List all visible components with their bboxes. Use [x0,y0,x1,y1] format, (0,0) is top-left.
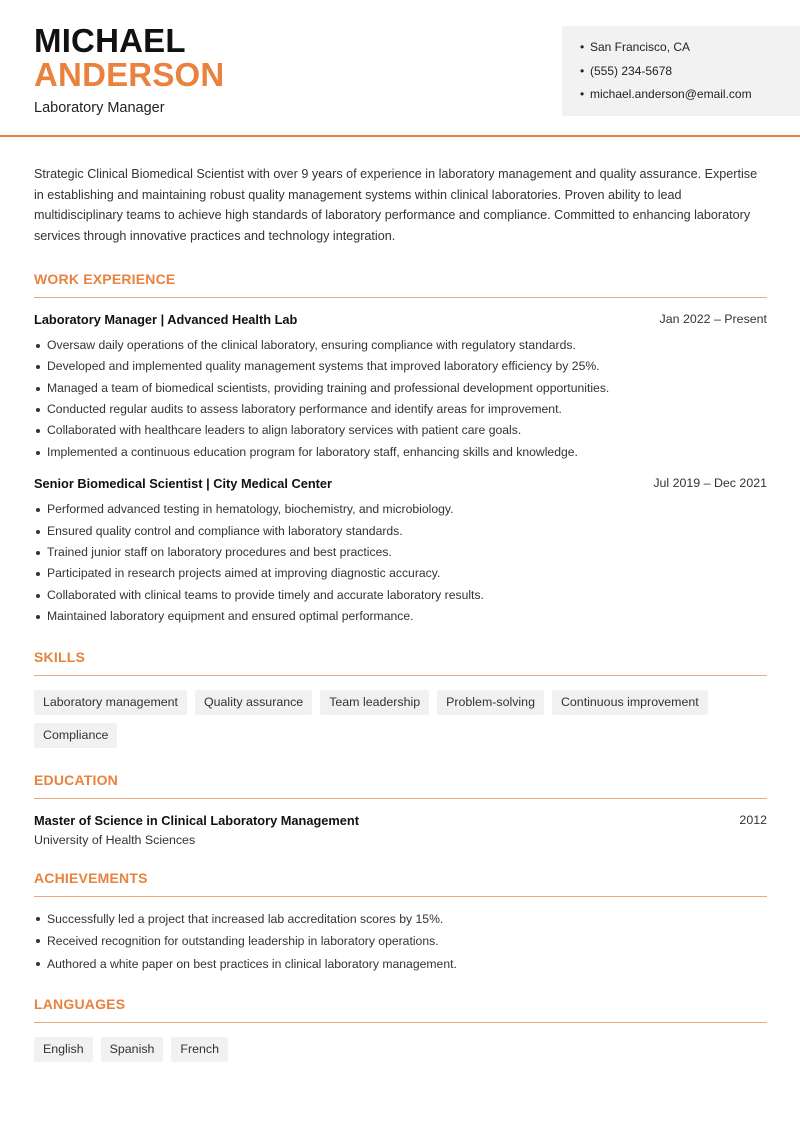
skills-section [34,649,767,748]
job-bullets [34,335,767,463]
list-item: Collaborated with healthcare leaders to align laboratory services with patient care goals. [34,420,767,441]
skills-list [34,690,767,748]
school-name: University of Health Sciences [34,832,196,847]
full-name [34,24,224,92]
job-role: Senior Biomedical Scientist | City Medical Center [34,476,332,492]
languages-section [34,996,767,1062]
degree: Master of Science in Clinical Laboratory Management [34,812,359,828]
list-item: Authored a white paper on best practices in clinical laboratory management. [34,953,767,976]
skill-chip: Compliance [34,723,117,748]
skill-chip: Laboratory management [34,690,187,715]
education-section [34,772,767,847]
job-entry [34,476,767,627]
job-date: Jul 2019 – Dec 2021 [653,476,767,491]
job-bullets [34,499,767,627]
bullet-icon: • [580,40,585,54]
section-title: SKILLS [34,649,767,676]
bullet-icon: • [580,63,585,78]
list-item: Implemented a continuous education program for laboratory staff, enhancing skills and knowledge. [34,442,767,463]
contact-email[interactable]: • michael.anderson@email.com [580,87,800,111]
list-item: Developed and implemented quality management systems that improved laboratory efficiency by 25%. [34,356,767,377]
list-item: Trained junior staff on laboratory procedures and best practices. [34,542,767,563]
language-chip: Spanish [101,1037,164,1062]
list-item: Conducted regular audits to assess laboratory performance and identify areas for improvement. [34,399,767,420]
resume-body [34,164,767,1062]
skill-chip: Continuous improvement [552,690,708,715]
section-title: WORK EXPERIENCE [34,271,767,298]
skill-chip: Quality assurance [195,690,312,715]
work-experience-section [34,271,767,628]
first-name: MICHAEL [34,22,186,59]
list-item: Participated in research projects aimed at improving diagnostic accuracy. [34,563,767,584]
job-date: Jan 2022 – Present [659,311,767,326]
list-item: Ensured quality control and compliance with laboratory standards. [34,521,767,542]
last-name: ANDERSON [34,56,225,93]
summary: Strategic Clinical Biomedical Scientist with over 9 years of experience in laboratory management and quality assurance. Expertise in establishing and maintaining robust quality management systems within clinical laboratories. Proven ability to lead multidisciplinary teams to achieve high standards of laboratory performance and compliance. Committed to enhancing laboratory services through innovative practices and technology integration. [34,167,758,244]
language-chip: French [171,1037,228,1062]
language-chip: English [34,1037,93,1062]
graduation-year: 2012 [739,812,767,827]
section-title: LANGUAGES [34,996,767,1023]
skill-chip: Problem-solving [437,690,544,715]
section-title: EDUCATION [34,772,767,799]
achievements-section [34,870,767,976]
contact-location: • San Francisco, CA [580,40,800,64]
contact-phone[interactable]: • (555) 234-5678 [580,64,800,88]
languages-list [34,1037,767,1062]
list-item: Maintained laboratory equipment and ensured optimal performance. [34,606,767,627]
achievements-list [34,908,767,976]
skill-chip: Team leadership [320,690,429,715]
list-item: Received recognition for outstanding leadership in laboratory operations. [34,930,767,953]
job-title: Laboratory Manager [34,100,165,116]
list-item: Successfully led a project that increased lab accreditation scores by 15%. [34,908,767,931]
job-role: Laboratory Manager | Advanced Health Lab [34,311,298,327]
list-item: Oversaw daily operations of the clinical laboratory, ensuring compliance with regulatory standards. [34,335,767,356]
resume-header [0,0,800,137]
section-title: ACHIEVEMENTS [34,870,767,897]
list-item: Collaborated with clinical teams to provide timely and accurate laboratory results. [34,585,767,606]
job-entry [34,312,767,463]
contact-box [562,26,800,116]
bullet-icon: • [580,87,585,101]
list-item: Performed advanced testing in hematology, biochemistry, and microbiology. [34,499,767,520]
list-item: Managed a team of biomedical scientists, providing training and professional development opportunities. [34,378,767,399]
